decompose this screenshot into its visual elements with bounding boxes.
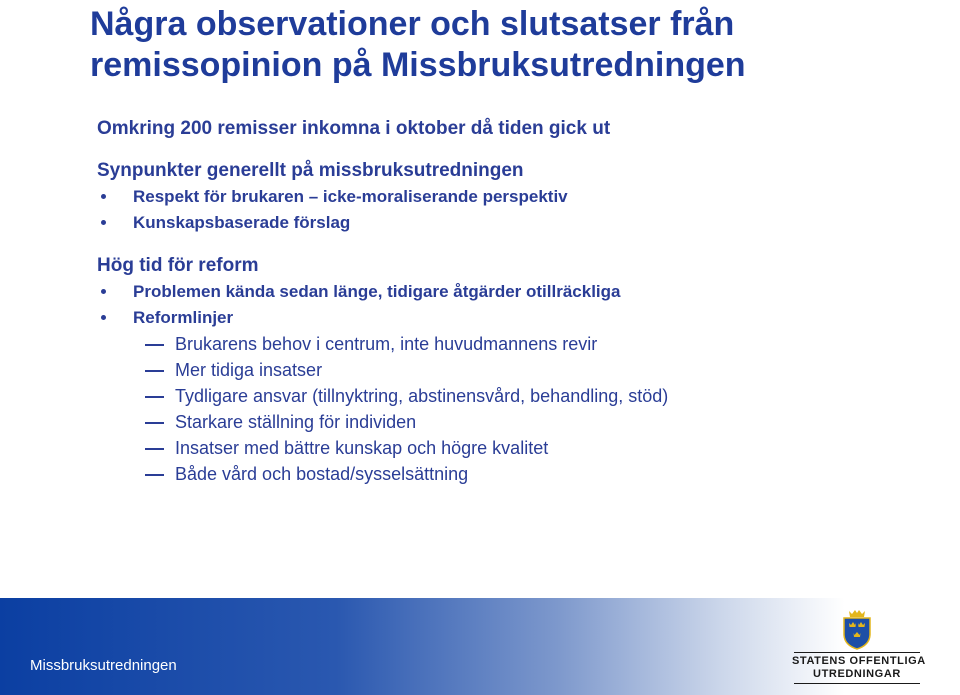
sub-bullet-text: Både vård och bostad/sysselsättning <box>175 464 469 484</box>
logo-divider <box>794 683 920 684</box>
sub-bullet-text: Mer tidiga insatser <box>175 360 323 380</box>
logo-divider <box>794 652 920 653</box>
bullet-item <box>97 210 947 236</box>
slide-title-line-2: remissopinion på Missbruksutredningen <box>90 46 746 84</box>
footer-label: Missbruksutredningen <box>30 657 177 674</box>
sub-bullet-item <box>97 461 947 487</box>
sou-logo <box>792 608 926 688</box>
heading-remisser: Omkring 200 remisser inkomna i oktober då tiden gick ut <box>97 118 611 139</box>
slide-title <box>90 4 940 86</box>
bullet-item <box>97 279 947 305</box>
sub-bullet-text: Insatser med bättre kunskap och högre kvalitet <box>175 438 549 458</box>
bullet-dot-icon <box>101 220 106 225</box>
bullet-item <box>97 305 947 331</box>
heading-reform: Hög tid för reform <box>97 255 259 276</box>
sub-bullet-item <box>97 409 947 435</box>
sub-bullet-text: Starkare ställning för individen <box>175 412 417 432</box>
dash-icon <box>145 474 164 476</box>
logo-text-line-2: UTREDNINGAR <box>813 668 901 680</box>
dash-icon <box>145 422 164 424</box>
dash-icon <box>145 344 164 346</box>
sub-bullet-item <box>97 435 947 461</box>
bullet-text: Kunskapsbaserade förslag <box>133 213 351 232</box>
sub-bullet-text: Brukarens behov i centrum, inte huvudmannens revir <box>175 334 598 354</box>
bullet-text: Respekt för brukaren – icke-moraliserande perspektiv <box>133 187 568 206</box>
bullet-item <box>97 184 947 210</box>
dash-icon <box>145 448 164 450</box>
dash-icon <box>145 370 164 372</box>
slide-title-line-1: Några observationer och slutsatser från <box>90 5 735 43</box>
dash-icon <box>145 396 164 398</box>
logo-text-line-1: STATENS OFFENTLIGA <box>792 655 926 667</box>
sub-bullet-text: Tydligare ansvar (tillnyktring, abstinensvård, behandling, stöd) <box>175 386 669 406</box>
slide-content <box>97 116 947 487</box>
bullet-dot-icon <box>101 315 106 320</box>
sub-bullet-item <box>97 383 947 409</box>
bullet-text: Problemen kända sedan länge, tidigare åtgärder otillräckliga <box>133 282 621 301</box>
three-crowns-emblem-icon <box>839 608 875 650</box>
sub-bullet-item <box>97 331 947 357</box>
bullet-dot-icon <box>101 194 106 199</box>
sub-bullet-item <box>97 357 947 383</box>
bullet-dot-icon <box>101 289 106 294</box>
bullet-text: Reformlinjer <box>133 308 234 327</box>
heading-synpunkter: Synpunkter generellt på missbruksutredningen <box>97 160 524 181</box>
